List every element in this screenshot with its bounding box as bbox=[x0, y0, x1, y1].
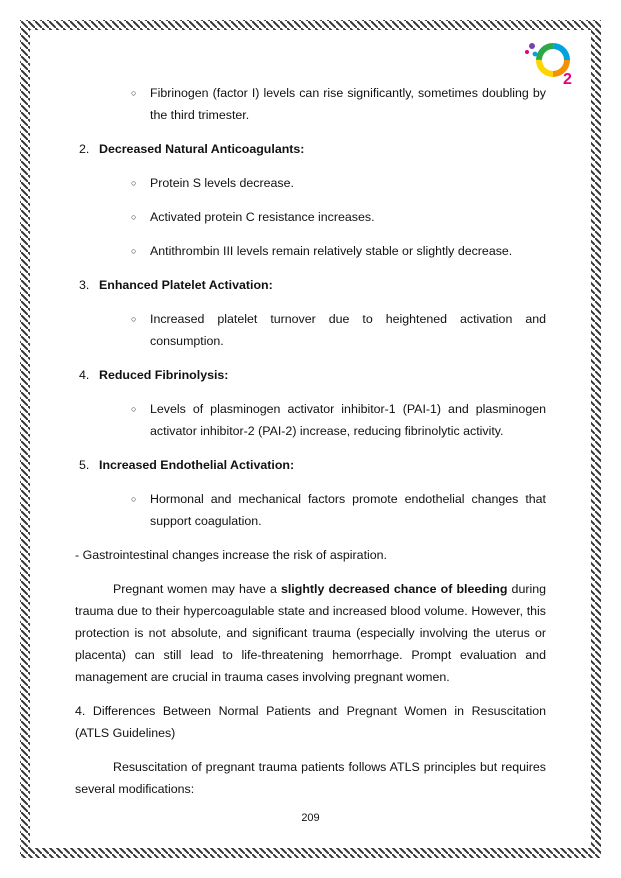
bullet-marker: ○ bbox=[131, 404, 137, 414]
list-item bbox=[75, 240, 546, 262]
list-item bbox=[75, 206, 546, 228]
bullet-marker: ○ bbox=[131, 178, 137, 188]
bleeding-paragraph bbox=[75, 578, 546, 688]
bullet-text: Levels of plasminogen activator inhibitor-1 (PAI-1) and plasminogen activator inhibitor-2 (PAI-2) increase, reducing fibrinolytic activity. bbox=[150, 402, 546, 438]
bullet-marker: ○ bbox=[131, 88, 137, 98]
heading-number: 3. bbox=[79, 278, 90, 292]
list-item bbox=[75, 488, 546, 532]
gi-line: - Gastrointestinal changes increase the risk of aspiration. bbox=[75, 548, 387, 562]
heading-text: Increased Endothelial Activation: bbox=[99, 458, 295, 472]
bullet-text: Increased platelet turnover due to heightened activation and consumption. bbox=[150, 312, 546, 348]
bullet-marker: ○ bbox=[131, 246, 137, 256]
list-item bbox=[75, 82, 546, 126]
page-number: 209 bbox=[301, 812, 320, 824]
numbered-heading bbox=[75, 138, 546, 160]
bullet-marker: ○ bbox=[131, 494, 137, 504]
paragraph-text: Pregnant women may have a bbox=[113, 582, 281, 596]
resuscitation-paragraph: Resuscitation of pregnant trauma patients follows ATLS principles but requires several modifications: bbox=[75, 760, 546, 796]
heading-text: Decreased Natural Anticoagulants: bbox=[99, 142, 305, 156]
paragraph-emphasis: slightly decreased chance of bleeding bbox=[280, 582, 508, 596]
heading-number: 5. bbox=[79, 458, 90, 472]
list-item bbox=[75, 398, 546, 442]
list-item bbox=[75, 308, 546, 352]
bullet-text: Fibrinogen (factor I) levels can rise significantly, sometimes doubling by the third trimester. bbox=[150, 86, 546, 122]
heading-text: Enhanced Platelet Activation: bbox=[99, 278, 273, 292]
numbered-heading bbox=[75, 364, 546, 386]
bullet-text: Hormonal and mechanical factors promote endothelial changes that support coagulation. bbox=[150, 492, 546, 528]
page-content bbox=[75, 82, 546, 800]
heading-number: 4. bbox=[79, 368, 90, 382]
bullet-text: Activated protein C resistance increases. bbox=[150, 210, 375, 224]
numbered-heading bbox=[75, 274, 546, 296]
heading-text: Reduced Fibrinolysis: bbox=[99, 368, 229, 382]
heading-number: 2. bbox=[79, 142, 90, 156]
bullet-text: Protein S levels decrease. bbox=[150, 176, 294, 190]
paragraph-text: during trauma due to their hypercoagulable state and increased blood volume. However, this protection is not absolute, and significant trauma (especially involving the uterus or placenta) can still lead to life-threatening hemorrhage. Prompt evaluation and management are crucial in trauma cases involving pregnant women. bbox=[75, 582, 546, 684]
list-item bbox=[75, 172, 546, 194]
svg-text:2: 2 bbox=[563, 71, 572, 88]
numbered-heading bbox=[75, 454, 546, 476]
o2-logo bbox=[523, 38, 579, 88]
bullet-marker: ○ bbox=[131, 314, 137, 324]
bullet-marker: ○ bbox=[131, 212, 137, 222]
bullet-text: Antithrombin III levels remain relatively stable or slightly decrease. bbox=[150, 244, 513, 258]
section-heading: 4. Differences Between Normal Patients and Pregnant Women in Resuscitation (ATLS Guidelines) bbox=[75, 704, 546, 740]
